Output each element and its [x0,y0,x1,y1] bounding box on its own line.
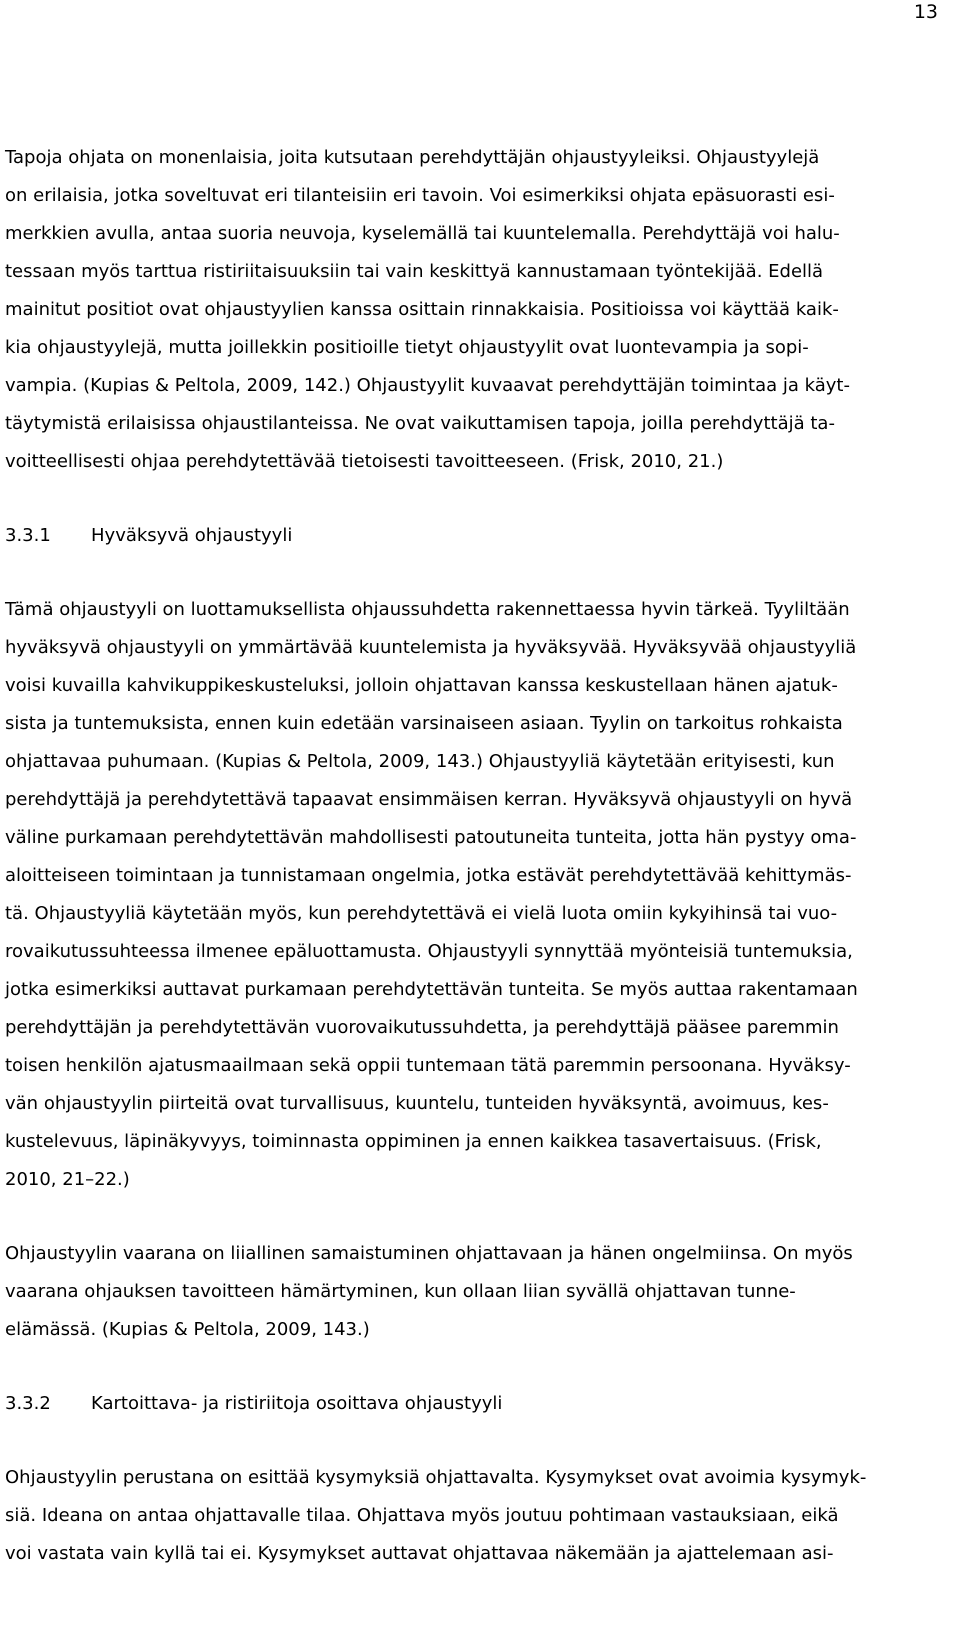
section-number: 3.3.1 [5,525,51,546]
text-line: hyväksyvä ohjaustyyli on ymmärtävää kuuntelemista ja hyväksyvää. Hyväksyvää ohjaustyyliä [5,637,857,658]
text-line: Ohjaustyylin perustana on esittää kysymyksiä ohjattavalta. Kysymykset ovat avoimia kysymyk- [5,1467,867,1488]
text-line: voi vastata vain kyllä tai ei. Kysymykset auttavat ohjattavaa näkemään ja ajattelemaan asi- [5,1543,834,1564]
text-line: voitteellisesti ohjaa perehdytettävää tietoisesti tavoitteeseen. (Frisk, 2010, 21.) [5,451,724,472]
text-line: ohjattavaa puhumaan. (Kupias & Peltola, 2009, 143.) Ohjaustyyliä käytetään erityisesti, kun [5,751,835,772]
section-title: Kartoittava- ja ristiriitoja osoittava ohjaustyyli [91,1393,503,1414]
text-line: siä. Ideana on antaa ohjattavalle tilaa. Ohjattava myös joutuu pohtimaan vastauksiaan, eikä [5,1505,839,1526]
text-line: aloitteiseen toimintaan ja tunnistamaan ongelmia, jotka estävät perehdytettävää kehittymäs- [5,865,852,886]
text-line: toisen henkilön ajatusmaailmaan sekä oppii tuntemaan tätä paremmin persoonana. Hyväksy- [5,1055,851,1076]
text-line: rovaikutussuhteessa ilmenee epäluottamusta. Ohjaustyyli synnyttää myönteisiä tuntemuksia, [5,941,853,962]
text-line: voisi kuvailla kahvikuppikeskusteluksi, jolloin ohjattavan kanssa keskustellaan hänen ajatuk- [5,675,838,696]
text-line: vampia. (Kupias & Peltola, 2009, 142.) Ohjaustyylit kuvaavat perehdyttäjän toimintaa ja käyt- [5,375,850,396]
text-line: vaarana ohjauksen tavoitteen hämärtyminen, kun ollaan liian syvällä ohjattavan tunne- [5,1281,796,1302]
text-line: jotka esimerkiksi auttavat purkamaan perehdytettävän tunteita. Se myös auttaa rakentamaan [5,979,858,1000]
text-line: merkkien avulla, antaa suoria neuvoja, kyselemällä tai kuuntelemalla. Perehdyttäjä voi halu- [5,223,840,244]
text-line: Ohjaustyylin vaarana on liiallinen samaistuminen ohjattavaan ja hänen ongelmiinsa. On myös [5,1243,853,1264]
text-line: Tämä ohjaustyyli on luottamuksellista ohjaussuhdetta rakennettaessa hyvin tärkeä. Tyyliltään [5,599,850,620]
text-line: tessaan myös tarttua ristiriitaisuuksiin tai vain keskittyä kannustamaan työntekijää. Edellä [5,261,824,282]
text-line: 2010, 21–22.) [5,1169,130,1190]
text-line: vän ohjaustyylin piirteitä ovat turvallisuus, kuuntelu, tunteiden hyväksyntä, avoimuus, kes- [5,1093,829,1114]
text-line: perehdyttäjä ja perehdytettävä tapaavat ensimmäisen kerran. Hyväksyvä ohjaustyyli on hyvä [5,789,853,810]
text-line: väline purkamaan perehdytettävän mahdollisesti patoutuneita tunteita, jotta hän pystyy oma- [5,827,857,848]
text-line: tä. Ohjaustyyliä käytetään myös, kun perehdytettävä ei vielä luota omiin kykyihinsä tai vuo- [5,903,838,924]
text-line: perehdyttäjän ja perehdytettävän vuorovaikutussuhdetta, ja perehdyttäjä pääsee paremmin [5,1017,839,1038]
section-number: 3.3.2 [5,1393,51,1414]
text-line: on erilaisia, jotka soveltuvat eri tilanteisiin eri tavoin. Voi esimerkiksi ohjata epäsuorasti esi- [5,185,835,206]
section-heading [5,524,292,548]
text-line: täytymistä erilaisissa ohjaustilanteissa. Ne ovat vaikuttamisen tapoja, joilla perehdyttäjä ta- [5,413,835,434]
text-line: Tapoja ohjata on monenlaisia, joita kutsutaan perehdyttäjän ohjaustyyleiksi. Ohjaustyylejä [5,147,820,168]
text-line: kustelevuus, läpinäkyvyys, toiminnasta oppiminen ja ennen kaikkea tasavertaisuus. (Frisk, [5,1131,822,1152]
page-number: 13 [913,1,938,23]
text-line: sista ja tuntemuksista, ennen kuin edetään varsinaiseen asiaan. Tyylin on tarkoitus rohkaista [5,713,843,734]
text-line: elämässä. (Kupias & Peltola, 2009, 143.) [5,1319,370,1340]
text-line: kia ohjaustyylejä, mutta joillekkin positioille tietyt ohjaustyylit ovat luontevampia ja sopi- [5,337,809,358]
section-title: Hyväksyvä ohjaustyyli [91,525,293,546]
text-line: mainitut positiot ovat ohjaustyylien kanssa osittain rinnakkaisia. Positioissa voi käyttää kaik- [5,299,839,320]
section-heading [5,1392,502,1416]
